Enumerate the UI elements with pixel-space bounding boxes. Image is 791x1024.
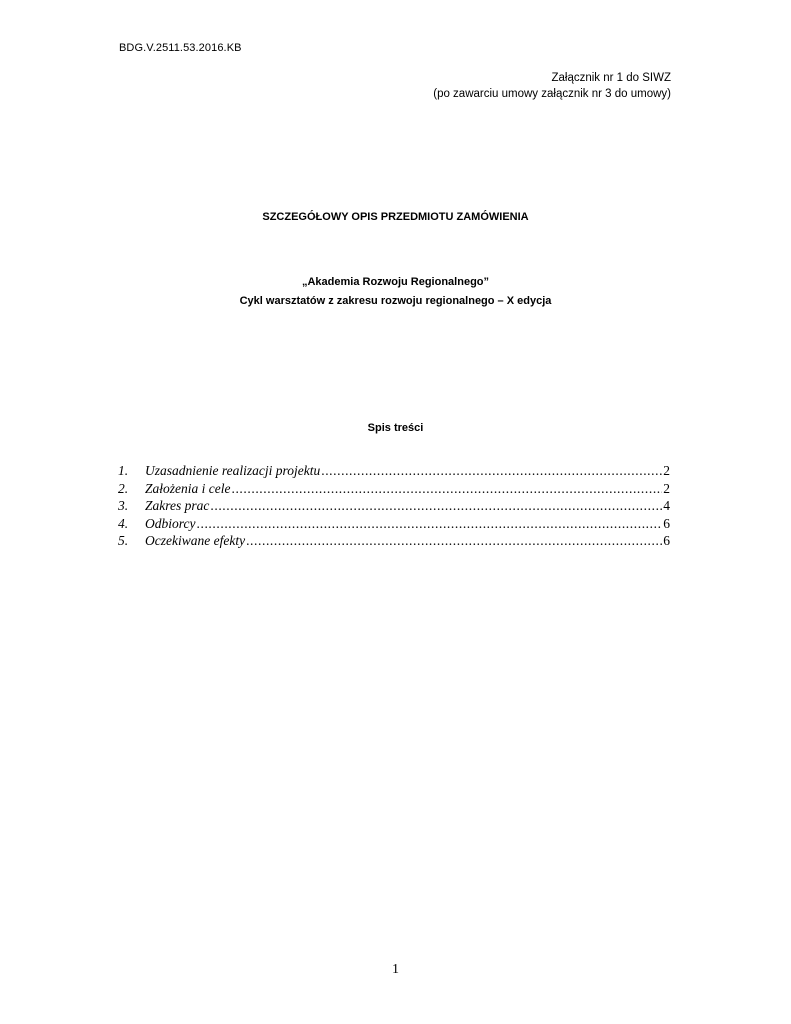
toc-entry-title[interactable]: Odbiorcy <box>145 515 196 531</box>
attachment-note <box>433 71 671 102</box>
attachment-note-line1: Załącznik nr 1 do SIWZ <box>551 72 671 84</box>
toc-entry-5[interactable] <box>118 532 670 550</box>
toc-dot-leader <box>197 515 663 533</box>
toc-dot-leader <box>210 497 662 515</box>
toc-entry-number: 2. <box>118 480 129 496</box>
toc-entry-3[interactable] <box>118 497 670 515</box>
toc-entry-page: 4 <box>663 498 670 514</box>
toc-entry-page: 2 <box>663 480 670 496</box>
toc-entry-number: 5. <box>118 533 129 549</box>
document-subtitle-description: Cykl warsztatów z zakresu rozwoju regionalnego – X edycja <box>239 295 552 307</box>
toc-entry-page: 6 <box>663 533 670 549</box>
toc-entry-2[interactable] <box>118 480 670 498</box>
table-of-contents <box>118 462 670 550</box>
document-subtitle-project-name: „Akademia Rozwoju Regionalnego” <box>301 276 490 288</box>
toc-entry-number: 4. <box>118 515 129 531</box>
toc-entry-page: 6 <box>663 515 670 531</box>
toc-entry-title[interactable]: Uzasadnienie realizacji projektu <box>145 463 321 478</box>
toc-dot-leader <box>321 462 662 480</box>
toc-entry-page: 2 <box>663 463 670 478</box>
toc-dot-leader <box>246 532 662 550</box>
toc-entry-number: 1. <box>118 463 129 478</box>
toc-entry-title[interactable]: Założenia i cele <box>145 480 231 496</box>
attachment-note-line2: (po zawarciu umowy załącznik nr 3 do umowy) <box>433 87 671 100</box>
toc-dot-leader <box>231 480 662 498</box>
toc-entry-number: 3. <box>118 498 129 514</box>
toc-entry-1[interactable] <box>118 462 670 480</box>
document-title: SZCZEGÓŁOWY OPIS PRZEDMIOTU ZAMÓWIENIA <box>262 211 529 223</box>
document-reference-number: BDG.V.2511.53.2016.KB <box>119 42 242 54</box>
toc-entry-4[interactable] <box>118 515 670 533</box>
page-number: 1 <box>392 962 399 977</box>
toc-entry-title[interactable]: Zakres prac <box>145 498 210 514</box>
toc-heading: Spis treści <box>367 422 424 434</box>
toc-entry-title[interactable]: Oczekiwane efekty <box>145 533 246 549</box>
